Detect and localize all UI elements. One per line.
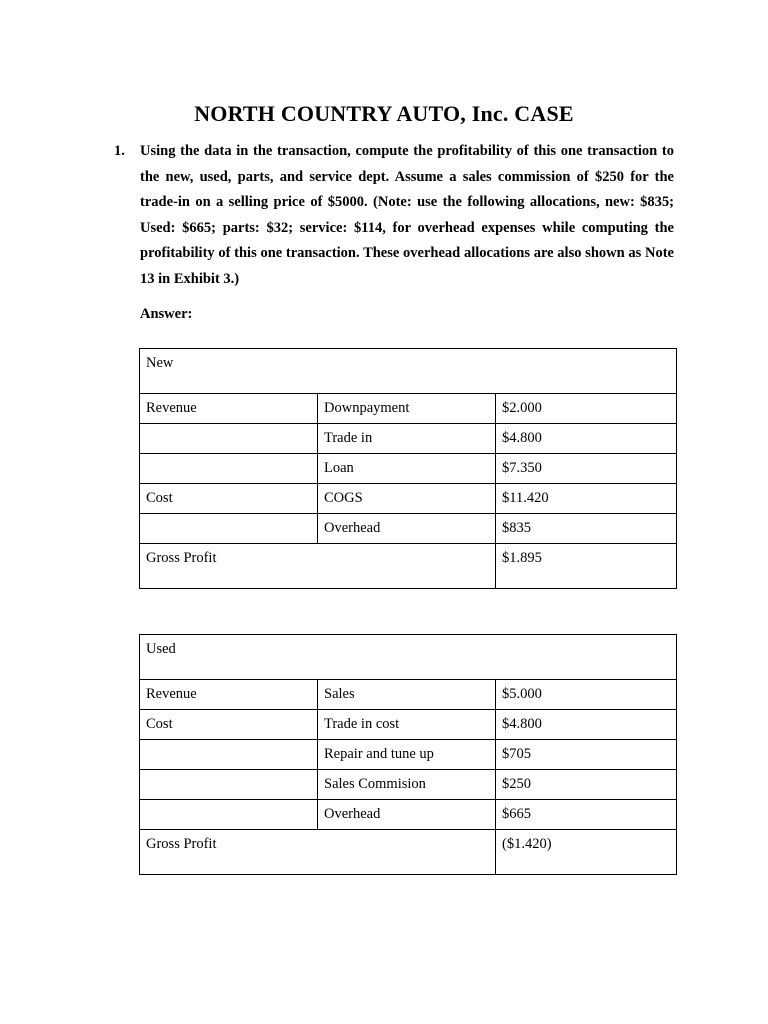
row-category: Cost <box>140 710 318 740</box>
row-item: Repair and tune up <box>318 740 496 770</box>
new-dept-table <box>139 348 677 589</box>
total-value: $1.895 <box>496 544 677 589</box>
row-item: Overhead <box>318 800 496 830</box>
table-total-row <box>140 544 677 589</box>
row-category: Revenue <box>140 394 318 424</box>
row-value: $4.800 <box>496 424 677 454</box>
table-header: New <box>140 349 677 394</box>
table-row <box>140 740 677 770</box>
row-item: COGS <box>318 484 496 514</box>
table-header-row <box>140 349 677 394</box>
question-text: Using the data in the transaction, compute the profitability of this one transaction to the new, used, parts, and service dept. Assume a sales commission of $250 for the trade-in on a selling price of $5000. (Note: use the following allocations, new: $835; Used: $665; parts: $32; service: $114, for overhead expenses while computing the profitability of this one transaction. These overhead allocations are also shown as Note 13 in Exhibit 3.) <box>140 143 674 287</box>
row-value: $7.350 <box>496 454 677 484</box>
table-header: Used <box>140 635 677 680</box>
table-row <box>140 770 677 800</box>
row-item: Sales Commision <box>318 770 496 800</box>
row-value: $2.000 <box>496 394 677 424</box>
table-row <box>140 800 677 830</box>
total-label: Gross Profit <box>140 830 496 875</box>
table-row <box>140 454 677 484</box>
table-row <box>140 680 677 710</box>
row-value: $11.420 <box>496 484 677 514</box>
row-value: $665 <box>496 800 677 830</box>
row-item: Trade in cost <box>318 710 496 740</box>
row-item: Sales <box>318 680 496 710</box>
row-item: Trade in <box>318 424 496 454</box>
table-row <box>140 514 677 544</box>
table-total-row <box>140 830 677 875</box>
question-number: 1. <box>114 143 125 159</box>
row-value: $4.800 <box>496 710 677 740</box>
row-item: Overhead <box>318 514 496 544</box>
row-value: $705 <box>496 740 677 770</box>
row-value: $835 <box>496 514 677 544</box>
table-row <box>140 424 677 454</box>
page-title: NORTH COUNTRY AUTO, Inc. CASE <box>194 101 574 126</box>
table-header-row <box>140 635 677 680</box>
row-category <box>140 514 318 544</box>
table-row <box>140 710 677 740</box>
row-value: $5.000 <box>496 680 677 710</box>
total-value: ($1.420) <box>496 830 677 875</box>
row-category <box>140 740 318 770</box>
answer-label: Answer: <box>140 306 193 322</box>
row-category: Cost <box>140 484 318 514</box>
used-dept-table <box>139 634 677 875</box>
row-value: $250 <box>496 770 677 800</box>
row-category <box>140 454 318 484</box>
row-category <box>140 424 318 454</box>
table-row <box>140 394 677 424</box>
table-row <box>140 484 677 514</box>
question-1 <box>114 139 674 293</box>
row-category <box>140 800 318 830</box>
row-item: Loan <box>318 454 496 484</box>
row-category <box>140 770 318 800</box>
total-label: Gross Profit <box>140 544 496 589</box>
row-category: Revenue <box>140 680 318 710</box>
row-item: Downpayment <box>318 394 496 424</box>
